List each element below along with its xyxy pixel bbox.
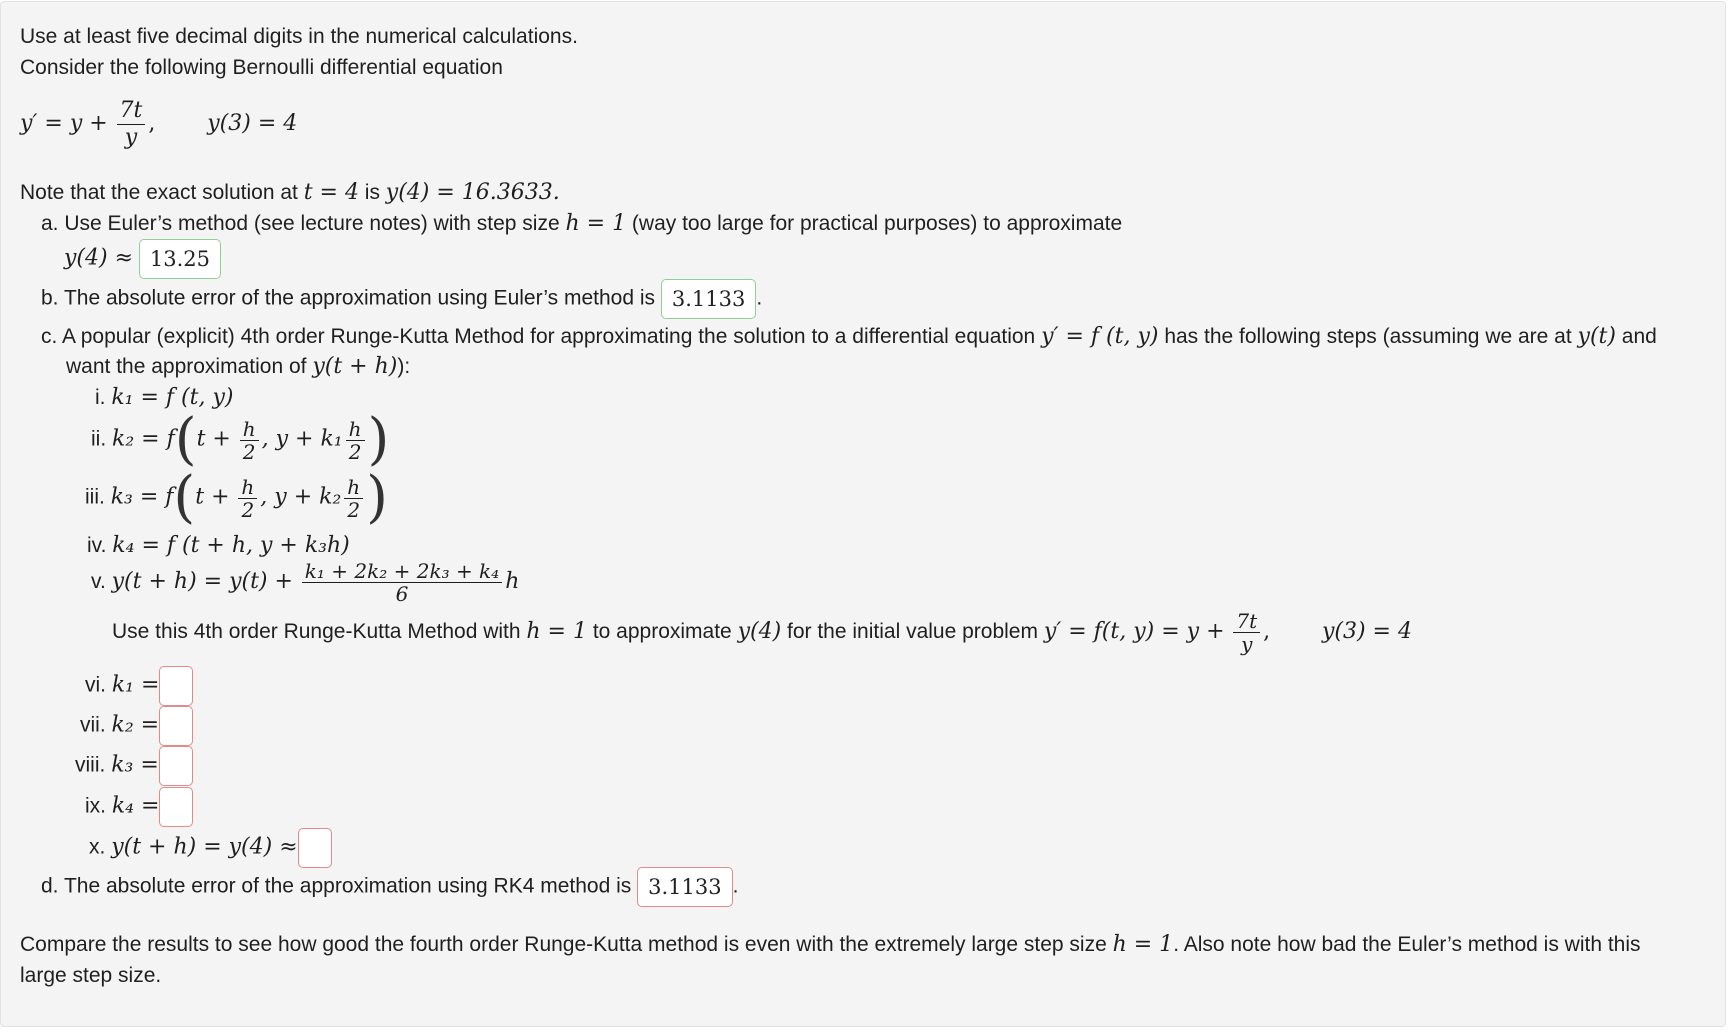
use-init: y(3) = 4	[1321, 619, 1412, 645]
step-iii-h2: h	[344, 476, 363, 499]
rk4-error-field[interactable]: 3.1133	[637, 867, 732, 907]
part-c-text-line1	[41, 323, 1657, 351]
part-a-text1: Use Euler’s method (see lecture notes) with step size	[64, 212, 566, 235]
equation-comma: ,	[148, 111, 156, 137]
step-ii-two2: 2	[348, 439, 362, 464]
k3-label: k₃ =	[111, 752, 159, 778]
bernoulli-equation	[20, 98, 297, 158]
part-a-answer-row	[64, 239, 221, 281]
part-a-text	[41, 210, 1122, 238]
step-ii-two: 2	[242, 439, 256, 464]
equation-lhs: y′ = y +	[20, 111, 108, 137]
y4-marker: x.	[89, 835, 106, 859]
step-iii-frac2	[344, 476, 363, 521]
step-ii-lhs: k₂ = f	[112, 426, 175, 452]
step-v-frac	[302, 560, 502, 605]
closing-line-2: large step size.	[20, 964, 162, 987]
initial-condition: y(3) = 4	[207, 111, 298, 137]
intro-line-1: Use at least five decimal digits in the numerical calculations.	[20, 25, 578, 48]
part-c-yt: y(t)	[1577, 324, 1616, 349]
use-frac	[1233, 610, 1260, 655]
part-d-marker: d.	[41, 874, 59, 898]
step-ii-marker: ii.	[91, 427, 107, 451]
part-c-text-line2	[66, 353, 410, 381]
part-c-text4: want the approximation of	[66, 355, 313, 378]
step-ii-h2: h	[346, 418, 365, 441]
step-iii-lhs: k₃ = f	[110, 484, 174, 510]
step-iii-two2: 2	[347, 497, 361, 522]
closing-line-1	[20, 931, 1641, 959]
step-ii-frac	[240, 418, 259, 463]
question-panel	[0, 1, 1726, 1027]
step-v-tail: h	[505, 569, 520, 595]
k2-input[interactable]	[159, 706, 193, 746]
note-prefix: Note that the exact solution at	[20, 181, 304, 204]
closing-h: h = 1	[1112, 932, 1174, 957]
use-y4: y(4)	[737, 619, 782, 645]
k4-marker: ix.	[85, 794, 106, 818]
equation-fraction	[117, 98, 146, 151]
k1-marker: vi.	[85, 673, 106, 697]
part-d-text: The absolute error of the approximation using RK4 method is	[63, 874, 632, 898]
rk4-y4-input[interactable]	[298, 828, 332, 868]
rk4-step-iv	[87, 532, 350, 560]
y4-label: y(t + h) = y(4) ≈	[111, 834, 298, 860]
use-comma: ,	[1263, 619, 1271, 645]
part-a-text2: (way too large for practical purposes) to approximate	[626, 212, 1123, 235]
step-ii-b: , y + k₁	[261, 426, 343, 452]
rk4-step-iii: iii. k₃ = f(t + $\frac{h}{2}$ , y + k₂ $\frac{h}{2}$ )	[85, 465, 389, 530]
part-a-h: h = 1	[565, 211, 627, 236]
part-d-period: .	[732, 874, 739, 898]
step-ii-frac2	[346, 418, 365, 463]
k1-row	[85, 666, 193, 708]
k4-label: k₄ =	[111, 793, 160, 819]
k2-row	[80, 706, 193, 748]
k3-input[interactable]	[159, 746, 193, 786]
step-i-expr: k₁ = f (t, y)	[111, 385, 234, 410]
part-c-text1: A popular (explicit) 4th order Runge-Kutta Method for approximating the solution to a differential equation	[62, 325, 1042, 348]
use-text3: for the initial value problem	[781, 620, 1044, 644]
rk4-step-i	[95, 384, 233, 412]
step-iii-b: , y + k₂	[260, 484, 342, 510]
step-iii-marker: iii.	[85, 485, 105, 509]
rk4-step-ii: ii. k₂ = f(t + $\frac{h}{2}$ , y + k₁ $\frac{h}{2}$ )	[91, 407, 390, 472]
step-iii-frac	[238, 476, 257, 521]
k2-marker: vii.	[80, 713, 106, 737]
k1-input[interactable]	[159, 666, 193, 706]
use-text2: to approximate	[586, 620, 738, 644]
step-iii-two: 2	[241, 497, 255, 522]
step-iv-marker: iv.	[87, 534, 107, 557]
use-eq: y′ = f(t, y) = y +	[1043, 619, 1225, 645]
part-c-eq1: y′ = f (t, y)	[1041, 324, 1159, 349]
part-c-text5: ):	[397, 355, 411, 378]
use-h: h = 1	[526, 619, 587, 645]
note-value: y(4) = 16.3633.	[385, 180, 560, 205]
euler-answer-field[interactable]: 13.25	[139, 239, 221, 279]
exact-solution-note	[20, 179, 560, 207]
part-c-text3: and	[1615, 325, 1657, 348]
step-iii-a: t +	[195, 484, 230, 510]
closing-text1: Compare the results to see how good the fourth order Runge-Kutta method is even with the extremely large step size	[20, 933, 1113, 956]
part-d-row	[41, 867, 738, 909]
use-num: 7t	[1233, 610, 1260, 633]
closing-text2: . Also note how bad the Euler’s method is with this	[1173, 933, 1641, 956]
part-b-row	[41, 279, 762, 321]
k2-label: k₂ =	[111, 712, 160, 738]
step-v-num: k₁ + 2k₂ + 2k₃ + k₄	[302, 560, 502, 583]
step-ii-a: t +	[196, 426, 231, 452]
step-v-den: 6	[395, 582, 409, 606]
use-text1: Use this 4th order Runge-Kutta Method with	[112, 620, 527, 644]
part-a-marker: a.	[41, 212, 59, 235]
part-c-text2: has the following steps (assuming we are at	[1158, 325, 1578, 348]
y4-row	[89, 828, 332, 870]
note-t: t = 4	[303, 180, 359, 205]
step-i-marker: i.	[95, 386, 106, 409]
intro-line-2: Consider the following Bernoulli differential equation	[20, 56, 503, 79]
part-c-marker: c.	[41, 325, 58, 348]
k4-input[interactable]	[159, 787, 193, 827]
k3-row	[75, 746, 193, 788]
part-b-period: .	[756, 286, 763, 310]
step-v-lhs: y(t + h) = y(t) +	[111, 569, 293, 595]
rk4-use-instruction	[112, 610, 1412, 668]
k1-label: k₁ =	[111, 672, 160, 698]
use-den: y	[1241, 632, 1253, 656]
note-middle: is	[358, 181, 386, 204]
equation-denominator: y	[124, 125, 138, 150]
step-iii-h: h	[238, 476, 257, 499]
step-iv-expr: k₄ = f (t + h, y + k₃h)	[112, 533, 350, 558]
euler-error-field[interactable]: 3.1133	[661, 279, 756, 319]
part-b-marker: b.	[41, 286, 59, 310]
step-v-marker: v.	[91, 570, 106, 594]
k3-marker: viii.	[75, 753, 106, 777]
part-a-approx-label: y(4) ≈	[64, 245, 134, 271]
step-ii-h: h	[240, 418, 259, 441]
k4-row	[85, 787, 193, 829]
part-c-yth: y(t + h)	[312, 354, 398, 379]
part-b-text: The absolute error of the approximation using Euler’s method is	[63, 286, 656, 310]
equation-numerator: 7t	[117, 98, 146, 125]
